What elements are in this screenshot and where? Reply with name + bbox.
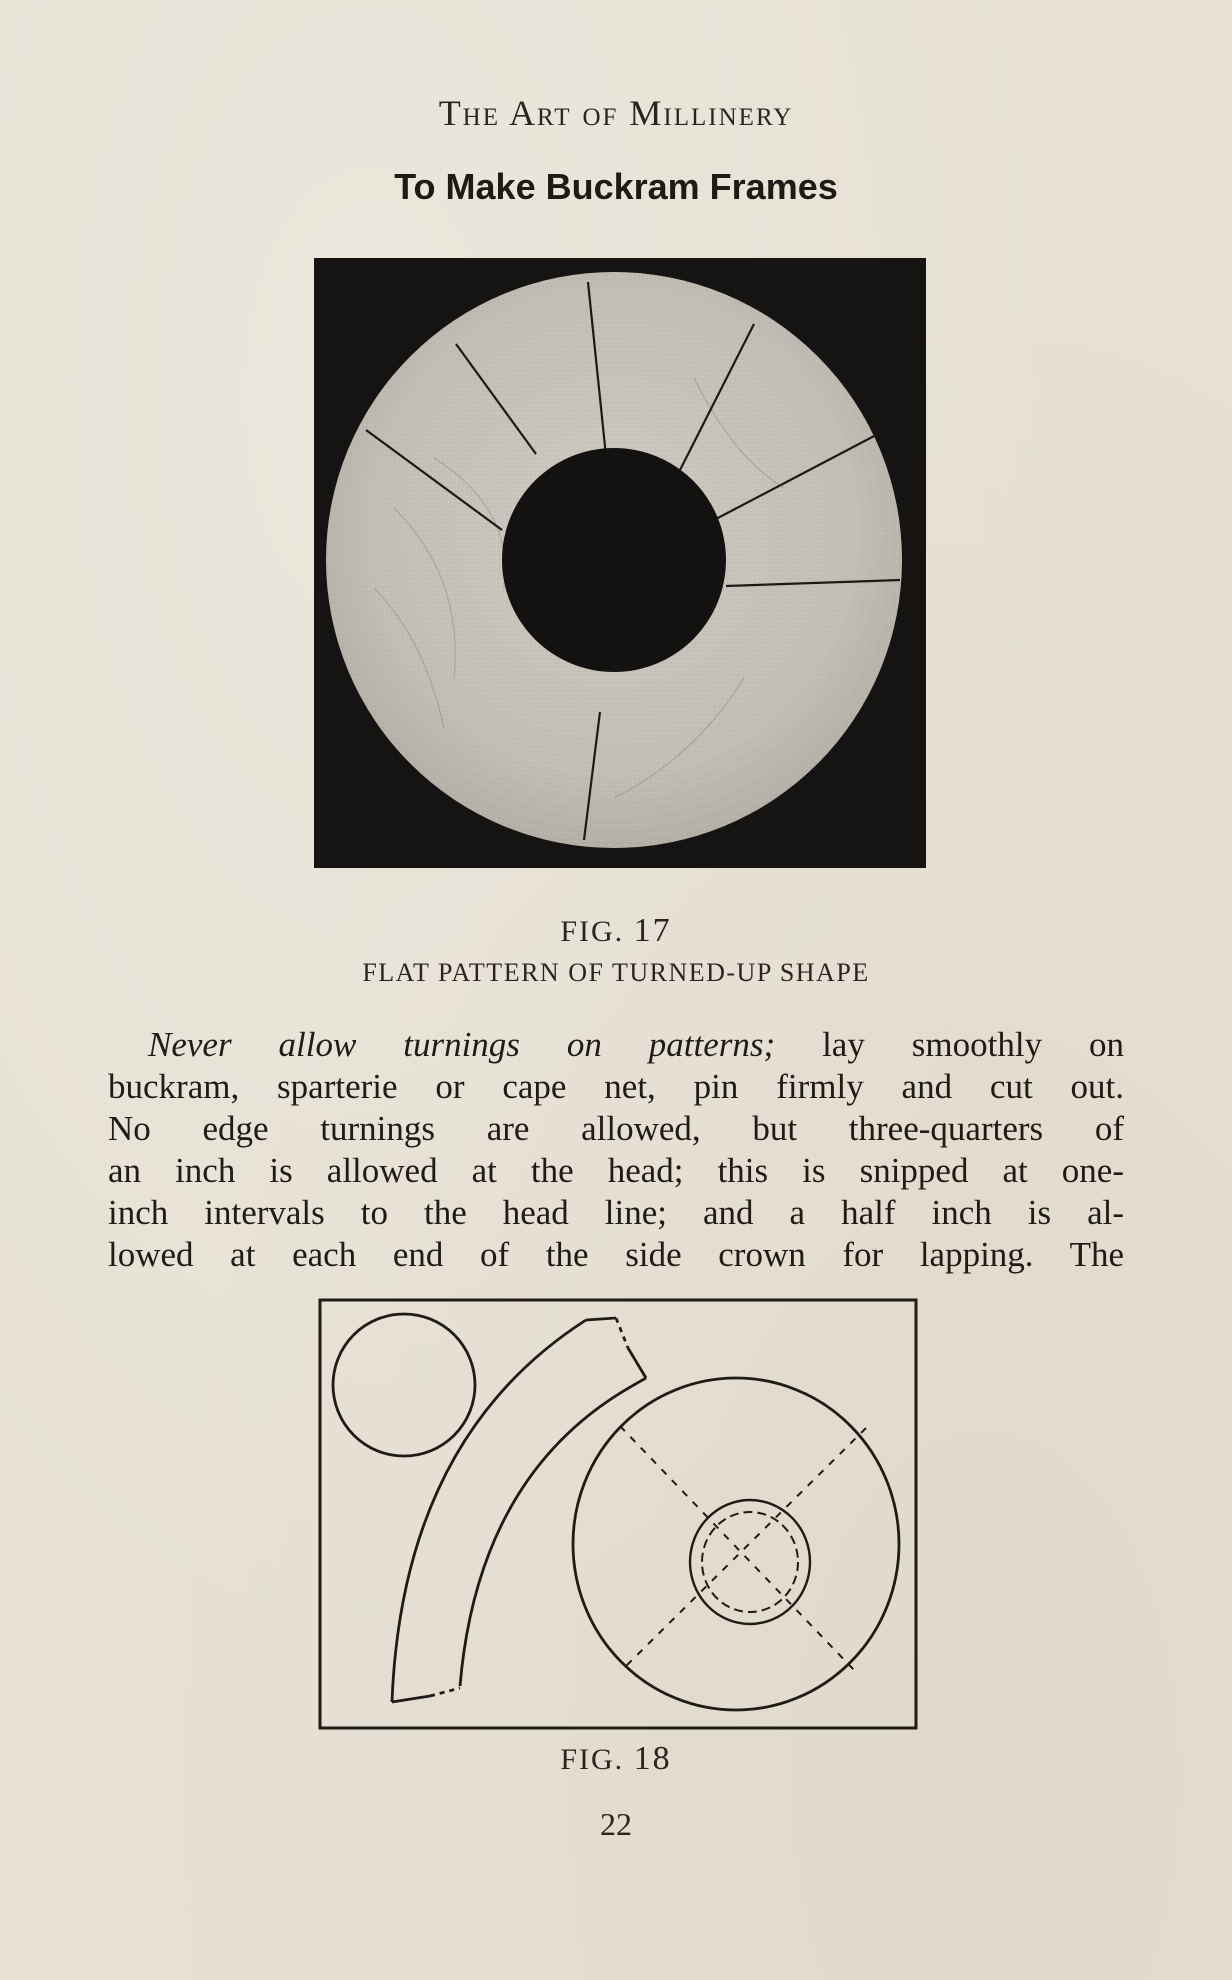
figure-17-caption: FLAT PATTERN OF TURNED-UP SHAPE <box>362 958 870 987</box>
figure-18-diagram <box>318 1298 918 1730</box>
body-line: lowed at each end of the side crown for lapping. The <box>108 1235 1124 1274</box>
running-head: The Art of Millinery <box>438 93 794 133</box>
brim-guide-lines <box>620 1426 866 1670</box>
head-opening-outer <box>690 1500 810 1624</box>
body-line: No edge turnings are allowed, but three-quarters of <box>108 1109 1124 1148</box>
pattern-head-opening <box>502 448 726 672</box>
pattern-pieces-diagram <box>318 1298 918 1730</box>
body-paragraph <box>108 1024 1124 1276</box>
section-title: To Make Buckram Frames <box>394 166 838 207</box>
figure-17-number: 17 <box>633 912 672 949</box>
body-line: an inch is allowed at the head; this is snipped at one- <box>108 1151 1124 1190</box>
figure-18-label <box>0 1740 1232 1778</box>
body-line: inch intervals to the head line; and a half inch is al- <box>108 1193 1124 1232</box>
diagram-frame <box>320 1300 916 1728</box>
body-line: buckram, sparterie or cape net, pin firmly and cut out. <box>108 1067 1124 1106</box>
body-line-rest: lay smoothly on <box>775 1025 1124 1064</box>
page-number: 22 <box>600 1806 632 1842</box>
figure-18-label-text: FIG. <box>560 1743 625 1776</box>
figure-17-photo <box>314 258 926 868</box>
figure-17-label <box>0 912 1232 950</box>
flat-pattern-illustration <box>314 258 926 868</box>
italic-instruction: Never allow turnings on patterns; <box>148 1025 776 1064</box>
body-line <box>108 1024 1124 1066</box>
crown-tip-circle <box>333 1314 475 1456</box>
figure-18-number: 18 <box>633 1740 672 1777</box>
figure-17-label-text: FIG. <box>560 915 625 948</box>
